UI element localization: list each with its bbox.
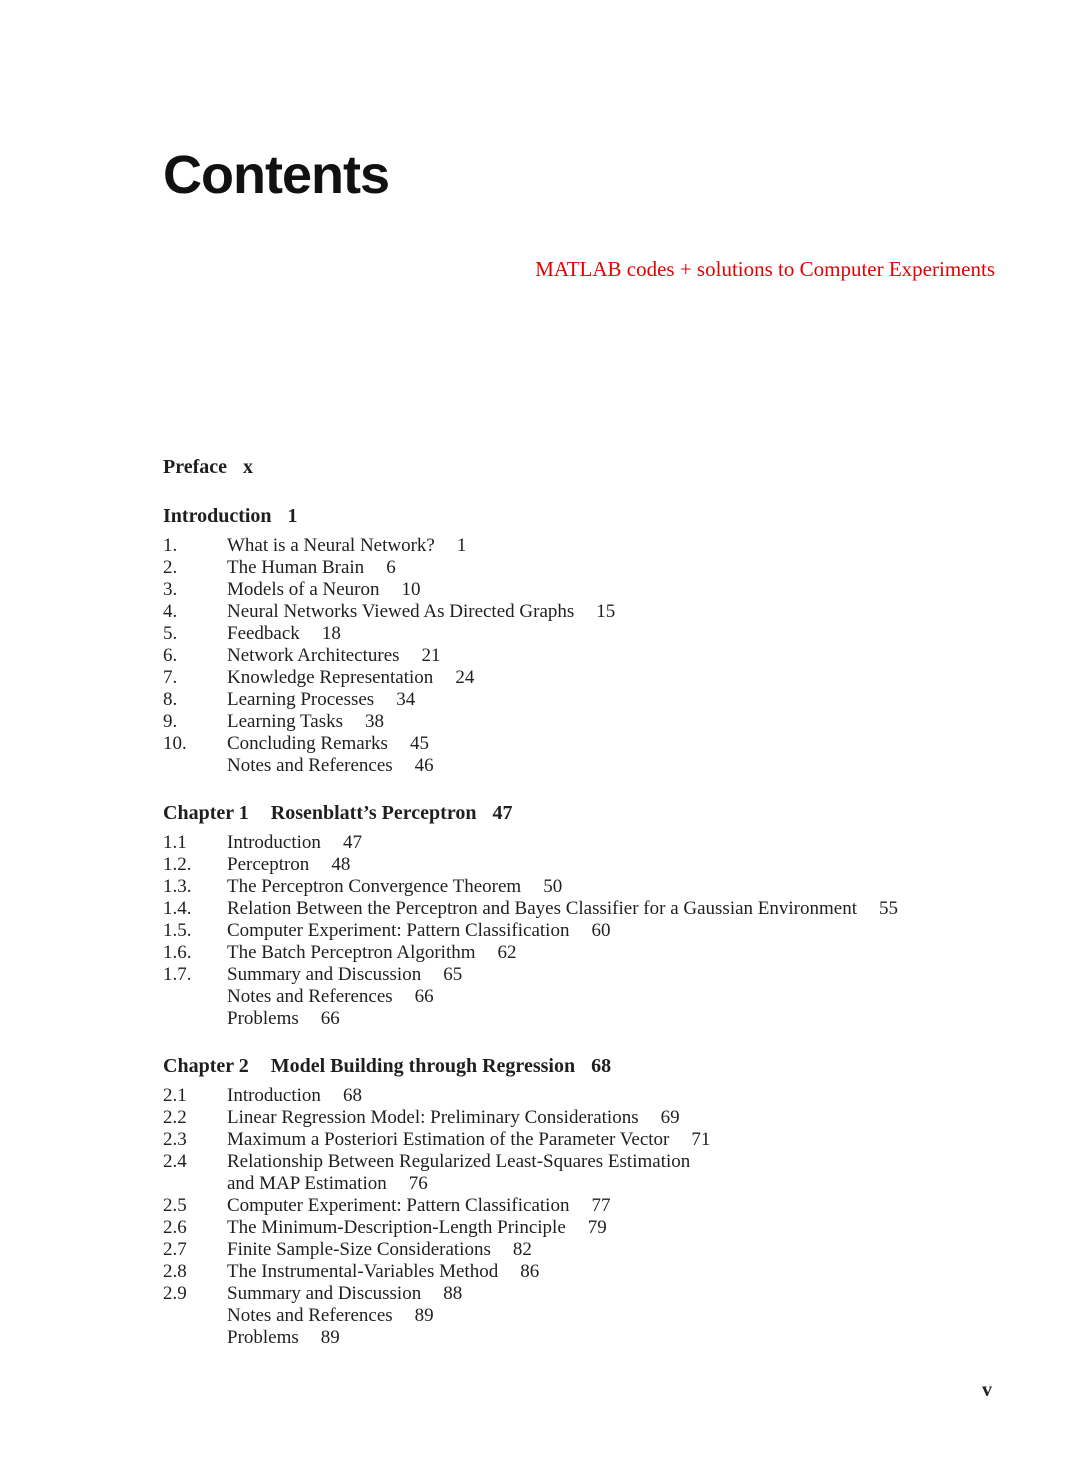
- entry-number: 1.4.: [163, 898, 192, 919]
- section-heading: [163, 504, 995, 529]
- entry-title: Perceptron: [227, 854, 310, 875]
- toc-entry: [163, 964, 995, 986]
- toc-entry: [163, 854, 995, 876]
- section-heading: [163, 455, 995, 480]
- entry-page-number: 46: [414, 755, 434, 776]
- entry-title: The Minimum-Description-Length Principle: [227, 1217, 566, 1238]
- entry-number: [163, 986, 227, 1008]
- toc-entry: [163, 1327, 995, 1349]
- section-title: Model Building through Regression: [270, 1055, 576, 1077]
- toc-entry: [163, 832, 995, 854]
- entry-number: [163, 1305, 227, 1327]
- entry-title: Summary and Discussion: [227, 964, 422, 985]
- entry-title: The Perceptron Convergence Theorem: [227, 876, 522, 897]
- entry-number: [163, 755, 227, 777]
- entry-page-number: 21: [421, 645, 441, 666]
- section-page-number: 47: [492, 802, 513, 824]
- toc-entry: [163, 755, 995, 777]
- entry-title: Knowledge Representation: [227, 667, 434, 688]
- entry-number: 1.3.: [163, 876, 192, 897]
- entry-number: 6.: [163, 645, 178, 666]
- section-label: Chapter 2: [163, 1055, 249, 1077]
- entry-number: 1.6.: [163, 942, 192, 963]
- toc-entry: [163, 645, 995, 667]
- entry-title: The Batch Perceptron Algorithm: [227, 942, 476, 963]
- toc-entry: [163, 1107, 995, 1129]
- entry-page-number: 88: [443, 1283, 463, 1304]
- entry-page-number: 69: [660, 1107, 680, 1128]
- entry-title: Relationship Between Regularized Least-Squares Estimation: [227, 1151, 691, 1172]
- page-title: Contents: [163, 145, 389, 205]
- toc-entry: [163, 898, 995, 920]
- entry-number: 2.3: [163, 1129, 187, 1150]
- toc-entry: [163, 942, 995, 964]
- toc-entry: [163, 1129, 995, 1151]
- entry-page-number: 79: [587, 1217, 607, 1238]
- toc-entry: [163, 920, 995, 942]
- entry-title: Notes and References: [227, 986, 393, 1007]
- toc-entry: [163, 535, 995, 557]
- entry-number: 9.: [163, 711, 178, 732]
- entry-number: 7.: [163, 667, 178, 688]
- entry-number: [163, 1327, 227, 1349]
- toc-entry: [163, 876, 995, 898]
- entry-title: Concluding Remarks: [227, 733, 388, 754]
- entry-number: [163, 1173, 227, 1195]
- entry-number: 1.2.: [163, 854, 192, 875]
- entry-number: 3.: [163, 579, 178, 600]
- entry-page-number: 62: [497, 942, 517, 963]
- toc-entry: [163, 1217, 995, 1239]
- toc-entry: [163, 1261, 995, 1283]
- entry-page-number: 68: [342, 1085, 362, 1106]
- entry-number: 1.: [163, 535, 178, 556]
- entry-page-number: 89: [414, 1305, 434, 1326]
- entry-page-number: 76: [408, 1173, 428, 1194]
- entry-title: Problems: [227, 1008, 299, 1029]
- toc-entry: [163, 1008, 995, 1030]
- entry-page-number: 60: [591, 920, 611, 941]
- toc-entry: [163, 623, 995, 645]
- entry-page-number: 47: [342, 832, 362, 853]
- entry-page-number: 55: [879, 898, 898, 919]
- section-title: Preface: [163, 456, 228, 478]
- entry-number: 2.6: [163, 1217, 187, 1238]
- toc-entry: [163, 986, 995, 1008]
- entry-page-number: 66: [414, 986, 434, 1007]
- entry-title: Problems: [227, 1327, 299, 1348]
- toc-entry: [163, 1195, 995, 1217]
- entry-number: 1.1: [163, 832, 187, 853]
- entry-title: Computer Experiment: Pattern Classification: [227, 1195, 570, 1216]
- section-title: Rosenblatt’s Perceptron: [270, 802, 477, 824]
- entry-title: Notes and References: [227, 755, 393, 776]
- toc-entry: [163, 667, 995, 689]
- entry-page-number: 71: [691, 1129, 711, 1150]
- entry-number: 2.9: [163, 1283, 187, 1304]
- entry-title: Summary and Discussion: [227, 1283, 422, 1304]
- entry-number: 1.5.: [163, 920, 192, 941]
- entry-number: 4.: [163, 601, 178, 622]
- toc-entry: [163, 1305, 995, 1327]
- section-page-number: x: [243, 456, 254, 478]
- toc-entry: [163, 1239, 995, 1261]
- toc-entry: [163, 711, 995, 733]
- entry-page-number: 89: [320, 1327, 340, 1348]
- entry-page-number: 1: [456, 535, 467, 556]
- entry-title: Finite Sample-Size Considerations: [227, 1239, 491, 1260]
- toc-entry: [163, 1283, 995, 1305]
- entry-page-number: 77: [591, 1195, 611, 1216]
- entry-page-number: 6: [386, 557, 396, 578]
- toc-entry: [163, 689, 995, 711]
- toc-entry: [163, 1173, 995, 1195]
- entry-number: 5.: [163, 623, 178, 644]
- entry-page-number: 34: [396, 689, 416, 710]
- entry-number: 2.7: [163, 1239, 187, 1260]
- entry-page-number: 10: [401, 579, 421, 600]
- toc-entry: [163, 601, 995, 623]
- entry-title: Relation Between the Perceptron and Bayes Classifier for a Gaussian Environment: [227, 898, 857, 919]
- table-of-contents: [163, 455, 995, 1349]
- section-page-number: 1: [287, 505, 298, 527]
- entry-title: The Instrumental-Variables Method: [227, 1261, 499, 1282]
- entry-number: 8.: [163, 689, 178, 710]
- section-title: Introduction: [163, 505, 272, 527]
- entry-number: 2.: [163, 557, 178, 578]
- entry-title: Neural Networks Viewed As Directed Graphs: [227, 601, 575, 622]
- entry-title: Introduction: [227, 832, 321, 853]
- entry-page-number: 66: [320, 1008, 340, 1029]
- section-heading: [163, 801, 995, 826]
- entry-number: 1.7.: [163, 964, 192, 985]
- entry-title: and MAP Estimation: [227, 1173, 387, 1194]
- toc-entry: [163, 579, 995, 601]
- entry-title: Computer Experiment: Pattern Classification: [227, 920, 570, 941]
- entry-page-number: 18: [321, 623, 341, 644]
- entry-number: 2.4: [163, 1151, 187, 1172]
- entry-title: Maximum a Posteriori Estimation of the Parameter Vector: [227, 1129, 670, 1150]
- toc-entry: [163, 1151, 995, 1173]
- entry-title: Models of a Neuron: [227, 579, 380, 600]
- entry-page-number: 48: [331, 854, 351, 875]
- entry-title: Notes and References: [227, 1305, 393, 1326]
- entry-title: Network Architectures: [227, 645, 400, 666]
- entry-number: 10.: [163, 733, 187, 754]
- entry-number: 2.8: [163, 1261, 187, 1282]
- toc-entry: [163, 1085, 995, 1107]
- folio-page-number: v: [982, 1379, 992, 1401]
- section-label: Chapter 1: [163, 802, 249, 824]
- entry-page-number: 15: [596, 601, 616, 622]
- entry-title: Learning Tasks: [227, 711, 343, 732]
- entry-title: Feedback: [227, 623, 300, 644]
- toc-entry: [163, 557, 995, 579]
- toc-entry: [163, 733, 995, 755]
- entry-page-number: 86: [520, 1261, 540, 1282]
- entry-number: 2.1: [163, 1085, 187, 1106]
- entry-title: Linear Regression Model: Preliminary Considerations: [227, 1107, 639, 1128]
- entry-title: Learning Processes: [227, 689, 375, 710]
- entry-title: What is a Neural Network?: [227, 535, 435, 556]
- entry-number: 2.5: [163, 1195, 187, 1216]
- entry-page-number: 50: [543, 876, 563, 897]
- matlab-note: MATLAB codes + solutions to Computer Experiments: [535, 257, 995, 281]
- entry-number: [163, 1008, 227, 1030]
- entry-title: The Human Brain: [227, 557, 365, 578]
- entry-title: Introduction: [227, 1085, 321, 1106]
- entry-page-number: 38: [365, 711, 384, 732]
- entry-page-number: 24: [455, 667, 475, 688]
- section-page-number: 68: [591, 1055, 612, 1077]
- entry-number: 2.2: [163, 1107, 187, 1128]
- entry-page-number: 45: [409, 733, 429, 754]
- section-heading: [163, 1054, 995, 1079]
- entry-page-number: 65: [443, 964, 463, 985]
- entry-page-number: 82: [512, 1239, 532, 1260]
